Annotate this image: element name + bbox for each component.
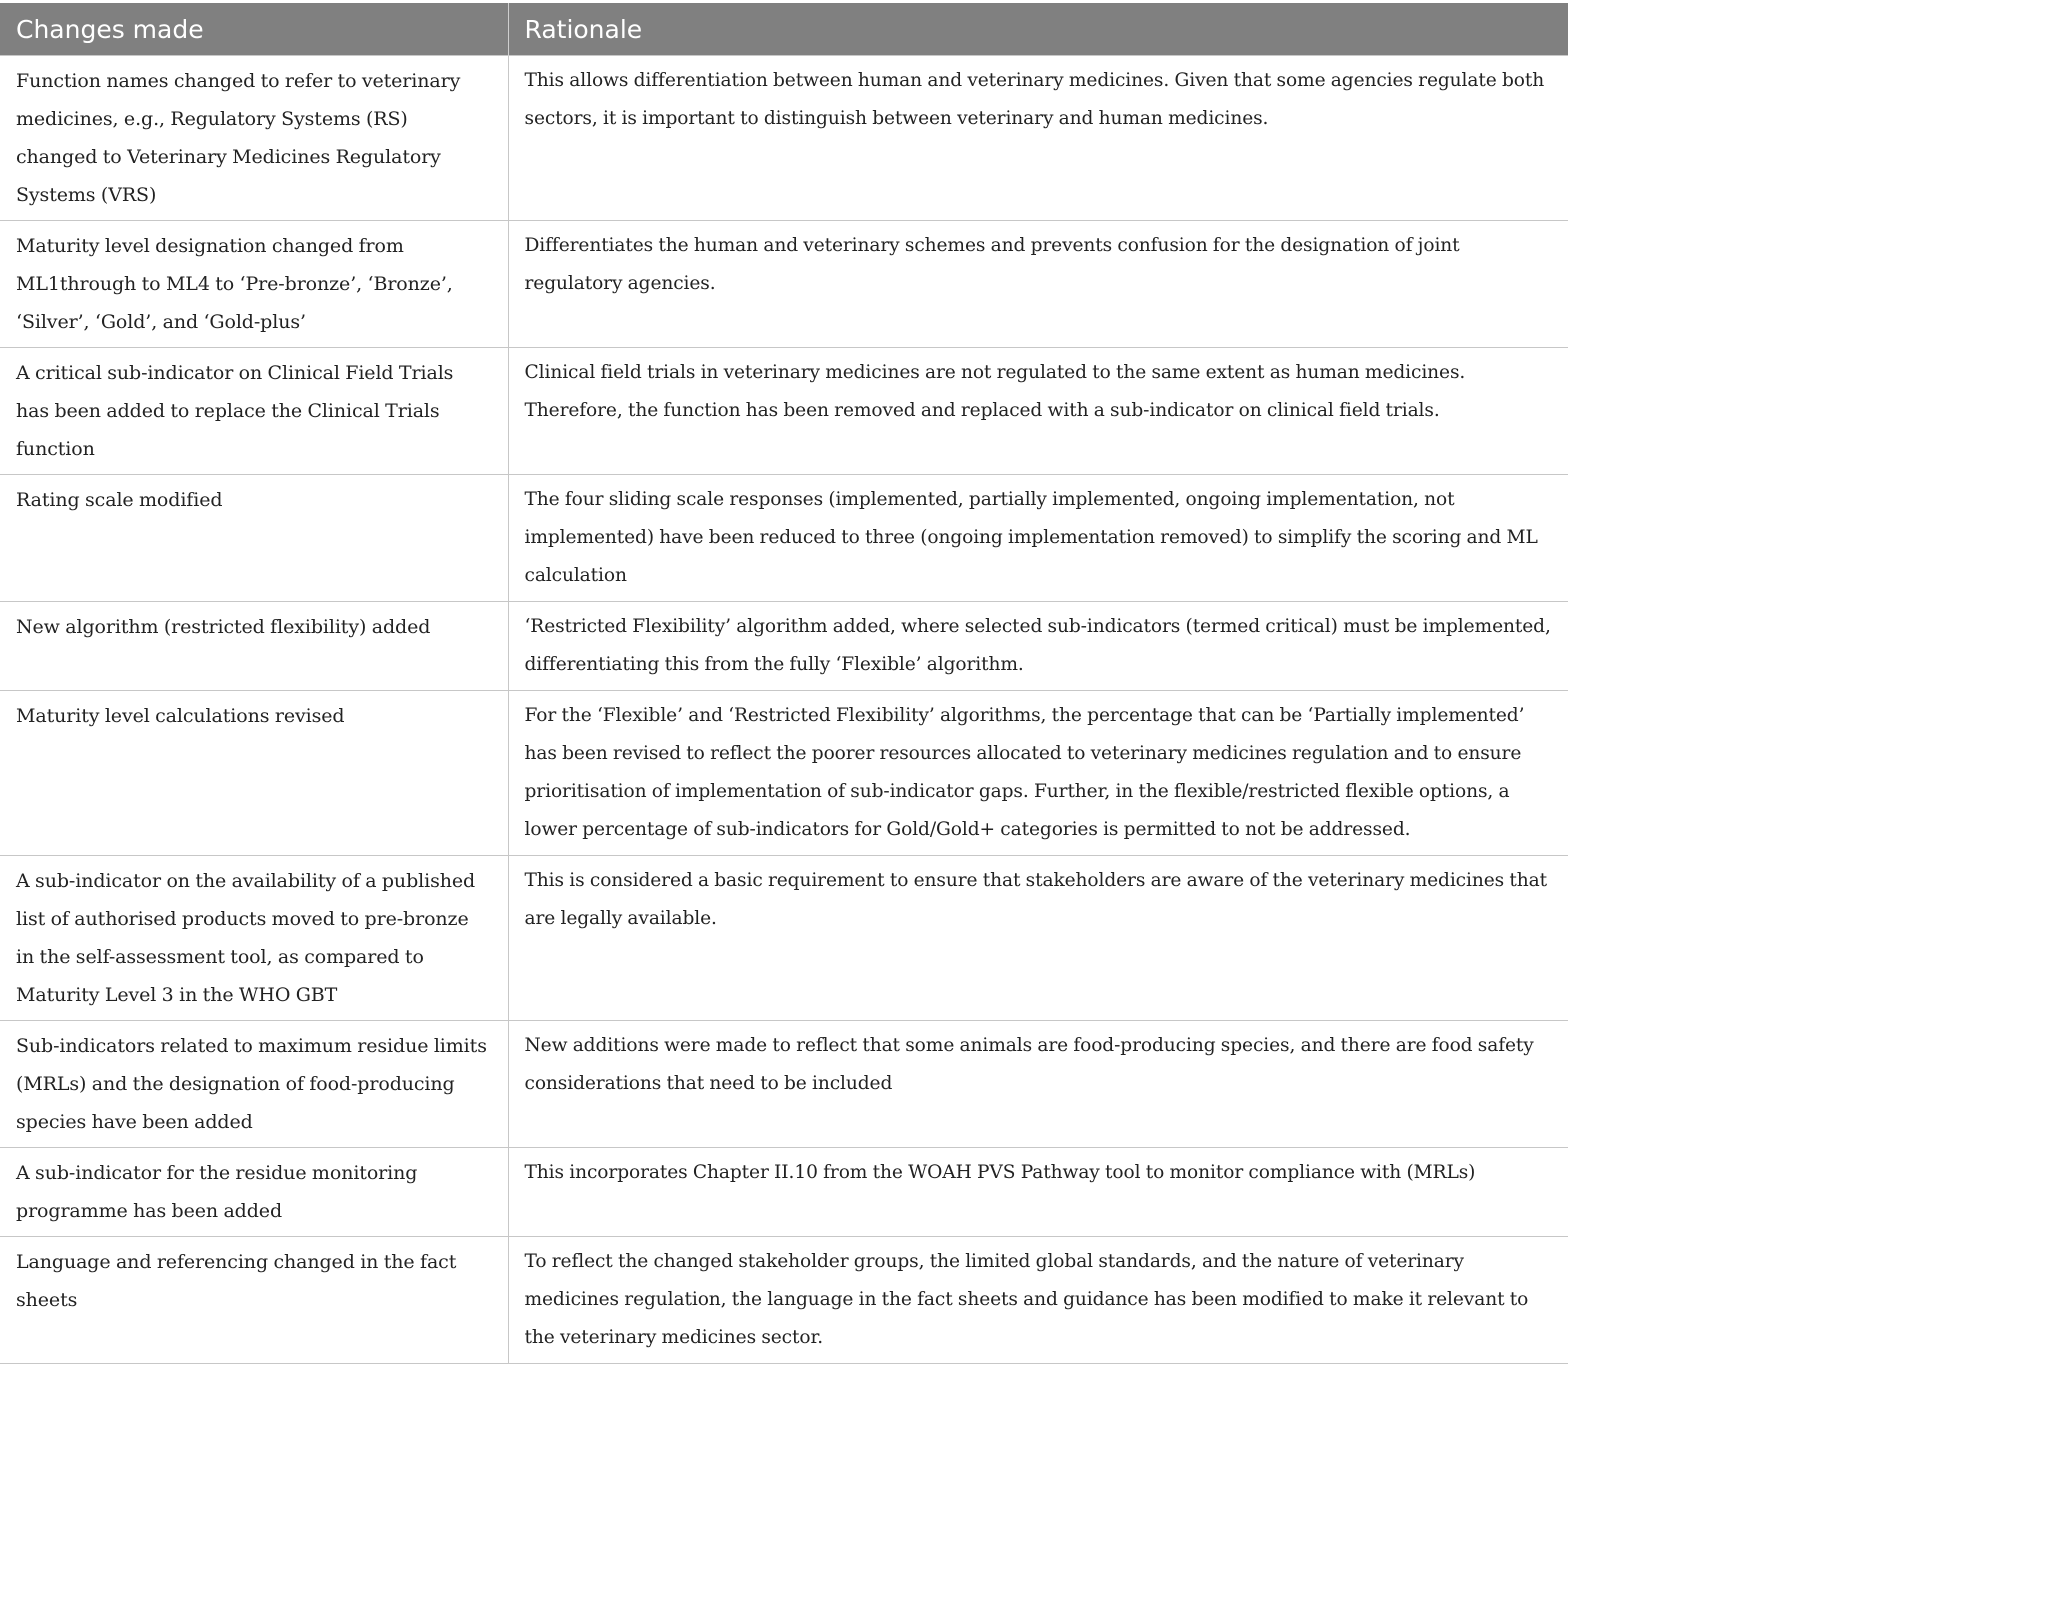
table-row [0,1021,1568,1148]
table-body [0,56,1568,1364]
rationale-cell: To reflect the changed stakeholder groups, the limited global standards, and the nature of veterinary medicines regulation, the language in the fact sheets and guidance has been modified to make it relevant to the veterinary medicines sector. [508,1237,1568,1364]
change-cell: A sub-indicator on the availability of a published list of authorised products moved to pre-bronze in the self-assessment tool, as compared to Maturity Level 3 in the WHO GBT [0,856,508,1021]
rationale-cell: Differentiates the human and veterinary schemes and prevents confusion for the designation of joint regulatory agencies. [508,221,1568,348]
change-cell: New algorithm (restricted flexibility) added [0,602,508,691]
table-row [0,602,1568,691]
change-cell: A sub-indicator for the residue monitoring programme has been added [0,1148,508,1237]
table-row [0,1148,1568,1237]
change-cell: Maturity level designation changed from ML1through to ML4 to ‘Pre-bronze’, ‘Bronze’, ‘Silver’, ‘Gold’, and ‘Gold-plus’ [0,221,508,348]
change-cell: Function names changed to refer to veterinary medicines, e.g., Regulatory Systems (RS) changed to Veterinary Medicines Regulatory Systems (VRS) [0,56,508,221]
rationale-cell: New additions were made to reflect that some animals are food-producing species, and there are food safety considerations that need to be included [508,1021,1568,1148]
change-cell: Rating scale modified [0,475,508,602]
change-cell: Sub-indicators related to maximum residue limits (MRLs) and the designation of food-producing species have been added [0,1021,508,1148]
rationale-cell: Clinical field trials in veterinary medicines are not regulated to the same extent as human medicines. Therefore, the function has been removed and replaced with a sub-indicator on clinical field trials. [508,348,1568,475]
table-row [0,691,1568,856]
table-row [0,856,1568,1021]
change-cell: A critical sub-indicator on Clinical Field Trials has been added to replace the Clinical Trials function [0,348,508,475]
rationale-cell: For the ‘Flexible’ and ‘Restricted Flexibility’ algorithms, the percentage that can be ‘Partially implemented’ has been revised to reflect the poorer resources allocated to veterinary medicines regulation and to ensure prioritisation of implementation of sub-indicator gaps. Further, in the flexible/restricted flexible options, a lower percentage of sub-indicators for Gold/Gold+ categories is permitted to not be addressed. [508,691,1568,856]
rationale-cell: This is considered a basic requirement to ensure that stakeholders are aware of the veterinary medicines that are legally available. [508,856,1568,1021]
table-row [0,56,1568,221]
rationale-cell: This allows differentiation between human and veterinary medicines. Given that some agencies regulate both sectors, it is important to distinguish between veterinary and human medicines. [508,56,1568,221]
table-row [0,221,1568,348]
change-cell: Maturity level calculations revised [0,691,508,856]
rationale-cell: This incorporates Chapter II.10 from the WOAH PVS Pathway tool to monitor compliance with (MRLs) [508,1148,1568,1237]
changes-table-container [0,3,1568,1364]
rationale-cell: ‘Restricted Flexibility’ algorithm added, where selected sub-indicators (termed critical) must be implemented, differentiating this from the fully ‘Flexible’ algorithm. [508,602,1568,691]
header-rationale: Rationale [508,3,1568,56]
table-row [0,1237,1568,1364]
table-header [0,3,1568,56]
change-cell: Language and referencing changed in the fact sheets [0,1237,508,1364]
changes-table [0,3,1568,1364]
table-row [0,348,1568,475]
header-changes-made: Changes made [0,3,508,56]
rationale-cell: The four sliding scale responses (implemented, partially implemented, ongoing implementation, not implemented) have been reduced to three (ongoing implementation removed) to simplify the scoring and ML calculation [508,475,1568,602]
table-row [0,475,1568,602]
header-row [0,3,1568,56]
